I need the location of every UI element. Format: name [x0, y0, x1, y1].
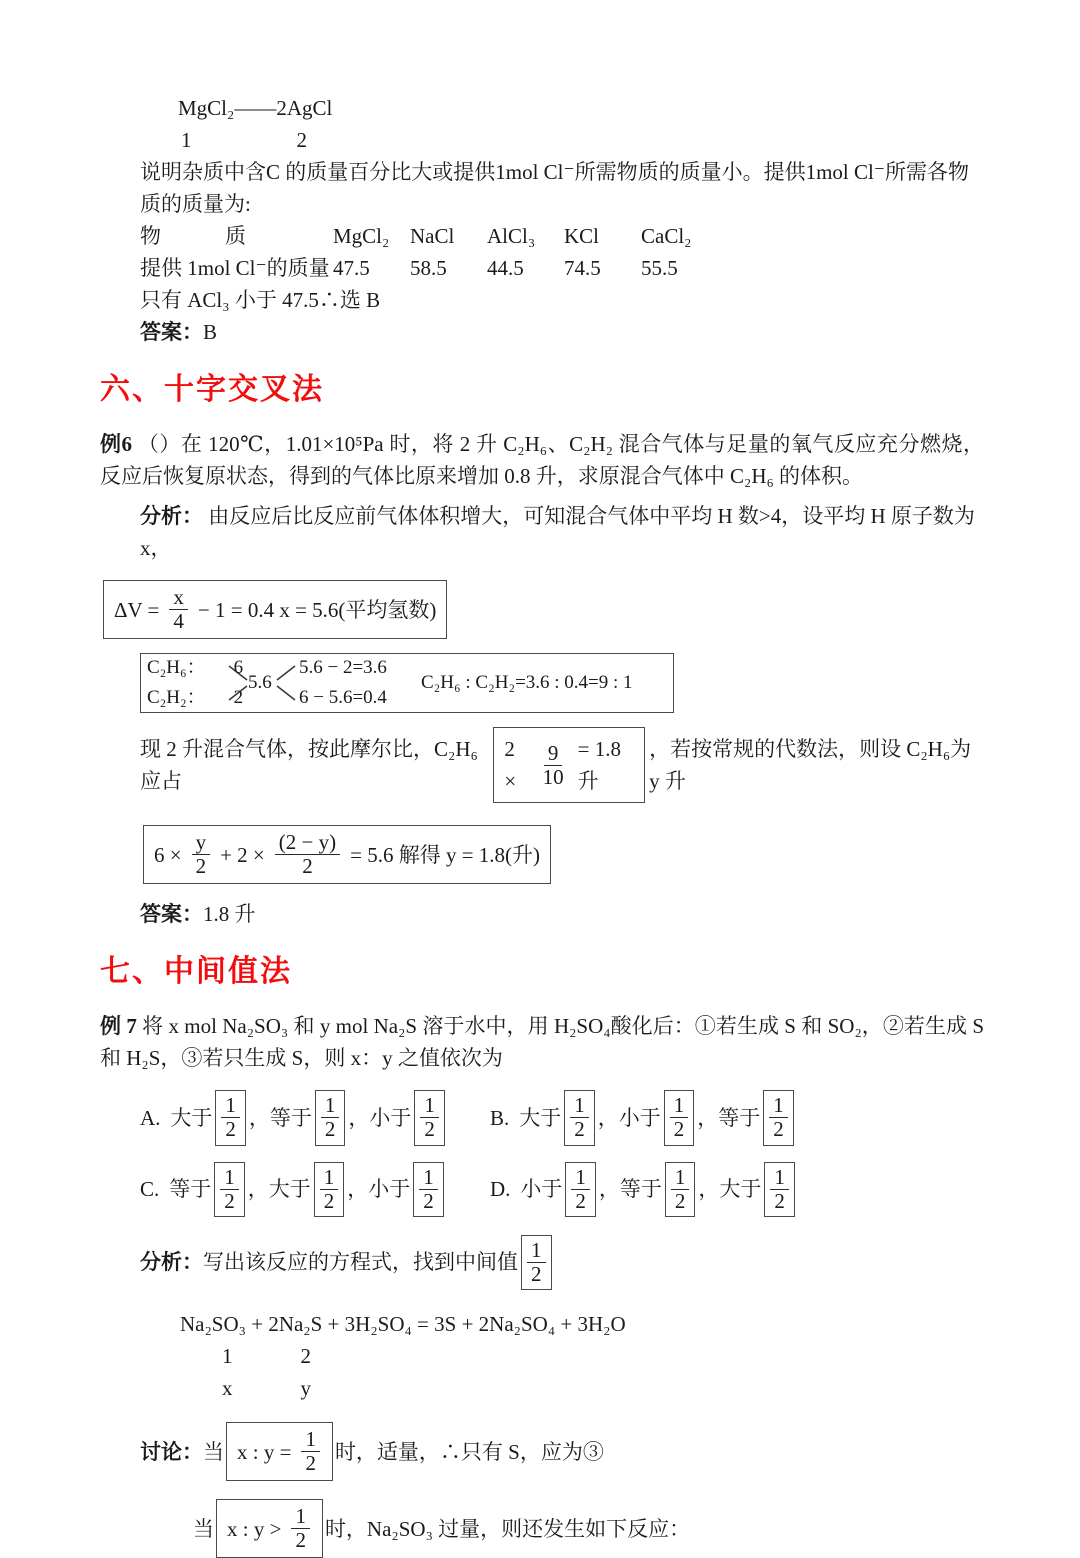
- relation-coef-1: 1: [181, 128, 192, 152]
- option-a-term-1: 大于: [170, 1105, 213, 1130]
- answer-label: 答案：: [140, 320, 203, 344]
- fraction-numerator: y: [192, 831, 211, 855]
- option-c-letter: C.: [140, 1177, 160, 1202]
- example-6-label: 例6: [100, 432, 133, 456]
- example-6-text: （）在 120℃，1.01×10⁵Pa 时，将 2 升 C₂H₆、C₂H₂ 混合气体与足量的氧气反应充分燃烧，反应后恢复原状态，得到的气体比原来增加 0.8 升，求原混合气体中 C₂H₆ 的体积。: [100, 432, 985, 488]
- cross-ratio-result: C₂H₆ : C₂H₂=3.6 : 0.4=9 : 1: [421, 672, 633, 694]
- option-a-term-3: ，小于: [348, 1105, 412, 1130]
- fraction-numerator: 1: [420, 1094, 439, 1118]
- reaction-equation-block: [180, 1308, 984, 1404]
- fraction-denominator: 2: [774, 1188, 785, 1213]
- analysis-7-text: 写出该反应的方程式，找到中间值: [203, 1250, 518, 1275]
- fraction-numerator: 1: [320, 1166, 339, 1190]
- fraction-numerator: 1: [419, 1166, 438, 1190]
- fraction-denominator: 2: [674, 1188, 686, 1213]
- equation-seg-2: + 2 ×: [220, 842, 265, 867]
- half-fraction-box: [414, 1090, 445, 1145]
- fraction-numerator: 1: [321, 1094, 340, 1118]
- fraction-numerator: 1: [570, 1094, 589, 1118]
- example-7-label: 例 7: [100, 1014, 137, 1039]
- answer-value: B: [203, 320, 218, 344]
- half-fraction-box: [215, 1090, 246, 1145]
- discussion-line-2: [193, 1499, 984, 1558]
- fraction-denominator: 2: [224, 1188, 235, 1213]
- half-fraction-box: [521, 1235, 552, 1290]
- var-x: x: [222, 1375, 233, 1400]
- option-d-term-3: ，大于: [698, 1177, 762, 1202]
- ratio-equals-half-box: [226, 1422, 333, 1481]
- discussion-line-1: [140, 1422, 984, 1481]
- case2-post: 时，Na₂SO₃ 过量，则还发生如下反应：: [324, 1516, 691, 1541]
- option-c-term-1: 等于: [169, 1177, 212, 1202]
- example-7-text: 将 x mol Na₂SO₃ 和 y mol Na₂S 溶于水中，用 H₂SO₄酸化后：①若生成 S 和 SO₂，②若生成 S 和 H₂S，③若只生成 S，则 x：y 之值依次为: [100, 1014, 984, 1071]
- conclusion-line: 只有 ACl₃ 小于 47.5∴选 B: [140, 288, 381, 312]
- option-d-term-1: 小于: [520, 1177, 563, 1202]
- substance-col-3: AlCl₃: [487, 224, 536, 248]
- fraction-numerator: 1: [769, 1094, 788, 1118]
- ratio-expression: x : y >: [227, 1516, 282, 1541]
- half-fraction: [670, 1094, 689, 1141]
- section-heading-7: 七、中间值法: [100, 955, 292, 989]
- ratio-expression: x : y =: [237, 1439, 292, 1464]
- analysis-6-paragraph: [140, 500, 984, 564]
- mole-ratio-pre: 现 2 升混合气体，按此摩尔比，C₂H₆应占: [140, 737, 478, 794]
- fraction-numerator: 1: [301, 1428, 320, 1452]
- analysis-6-label: 分析：: [140, 504, 203, 528]
- discussion-pre: 当: [203, 1439, 224, 1464]
- example-7-paragraph: [100, 1010, 984, 1074]
- algebra-equation-block: [143, 825, 984, 884]
- fraction-denominator: 10: [542, 764, 564, 789]
- half-fraction-box: [565, 1162, 596, 1217]
- reaction-equation: Na₂SO₃ + 2Na₂S + 3H₂SO₄ = 3S + 2Na₂SO₄ + 3H₂O: [180, 1311, 626, 1336]
- coef-2: 2: [300, 1343, 311, 1368]
- option-a-term-2: ，等于: [248, 1105, 312, 1130]
- half-fraction-box: [314, 1162, 345, 1217]
- cross-row1-label: C₂H₆：: [147, 657, 206, 679]
- half-fraction: [419, 1166, 438, 1213]
- option-d-letter: D.: [490, 1177, 511, 1202]
- coef-1: 1: [222, 1343, 233, 1368]
- fraction-numerator: 1: [571, 1166, 590, 1190]
- answer-value: 1.8 升: [203, 902, 256, 927]
- half-fraction-box: [564, 1090, 595, 1145]
- fraction-numerator: 1: [221, 1094, 240, 1118]
- half-fraction: [220, 1166, 239, 1213]
- option-c-term-2: ，大于: [247, 1177, 311, 1202]
- option-d: [490, 1162, 798, 1217]
- delta-v-post: − 1 = 0.4 x = 5.6(平均氢数): [197, 597, 437, 622]
- algebra-equation-box: [143, 825, 551, 884]
- cross-row2-label: C₂H₂：: [147, 687, 206, 709]
- fraction-numerator: (2 − y): [275, 831, 340, 855]
- half-fraction-box: [763, 1090, 794, 1145]
- cross-top-result: 5.6 − 2=3.6: [299, 657, 387, 679]
- fraction-numerator: 1: [291, 1505, 310, 1529]
- fraction-denominator: 2: [324, 1117, 336, 1142]
- half-fraction: [769, 1094, 788, 1141]
- answer-line-6: [140, 898, 984, 930]
- half-fraction: [221, 1094, 240, 1141]
- var-y: y: [300, 1375, 311, 1400]
- fraction-denominator: 2: [323, 1188, 335, 1213]
- substance-col-1: MgCl₂: [333, 224, 390, 248]
- mass-table-value-row: [140, 252, 984, 284]
- substance-header-label-2: 质: [225, 224, 246, 248]
- analysis-7-line: [140, 1235, 984, 1290]
- fraction-denominator: 2: [302, 854, 313, 879]
- mole-ratio-box: [493, 727, 645, 803]
- option-d-term-2: ，等于: [598, 1177, 662, 1202]
- fraction-denominator: 2: [424, 1117, 435, 1142]
- fraction-numerator: 1: [770, 1166, 789, 1190]
- half-fraction: [671, 1166, 690, 1213]
- fraction-denominator: 2: [305, 1451, 316, 1476]
- equation-seg-1: 6 ×: [154, 842, 182, 867]
- mass-value-2: 58.5: [410, 256, 447, 280]
- option-b-term-1: 大于: [519, 1105, 562, 1130]
- option-b-letter: B.: [490, 1105, 510, 1130]
- option-a: [140, 1090, 490, 1145]
- mole-ratio-box-pre: 2 ×: [504, 737, 517, 794]
- fraction-numerator: 1: [671, 1166, 690, 1190]
- fraction-denominator: 2: [773, 1117, 784, 1142]
- fraction-denominator: 2: [295, 1528, 306, 1553]
- fraction-denominator: 4: [173, 609, 184, 634]
- discussion-post: 时，适量，∴只有 S，应为③: [334, 1439, 604, 1464]
- option-b: [490, 1090, 797, 1145]
- options-row-ab: [140, 1090, 984, 1145]
- discussion-label: 讨论：: [140, 1439, 203, 1464]
- analysis-6-text: 由反应后比反应前气体体积增大，可知混合气体中平均 H 数>4，设平均 H 原子数为 x，: [140, 504, 975, 560]
- half-fraction: [420, 1094, 439, 1141]
- example-6-paragraph: [100, 428, 984, 492]
- fraction-denominator: 2: [225, 1117, 236, 1142]
- relation-coefficients: [181, 124, 984, 156]
- option-a-letter: A.: [140, 1105, 161, 1130]
- case2-pre: 当: [193, 1516, 214, 1541]
- mass-value-5: 55.5: [641, 256, 678, 280]
- half-fraction: [527, 1239, 546, 1286]
- fraction-numerator: 9: [544, 742, 563, 766]
- half-fraction: [291, 1505, 310, 1552]
- half-fraction: [321, 1094, 340, 1141]
- delta-v-formula-block: [103, 580, 984, 639]
- option-b-term-2: ，小于: [597, 1105, 661, 1130]
- cross-center-value: 5.6: [248, 672, 272, 694]
- explanation-paragraph: 说明杂质中含C 的质量百分比大或提供1mol Cl⁻所需物质的质量小。提供1mol Cl⁻所需各物质的质量为:: [140, 160, 969, 216]
- cross-row1: [147, 656, 243, 680]
- half-fraction-box: [413, 1162, 444, 1217]
- cross-method-diagram: [140, 653, 674, 713]
- options-row-cd: [140, 1162, 984, 1217]
- half-fraction-box: [764, 1162, 795, 1217]
- half-fraction: [301, 1428, 320, 1475]
- substance-col-2: NaCl: [410, 224, 455, 248]
- relation-line: MgCl₂——2AgCl: [178, 96, 333, 120]
- fraction-denominator: 2: [423, 1188, 434, 1213]
- substance-col-5: CaCl₂: [641, 224, 692, 248]
- analysis-7-label: 分析：: [140, 1250, 203, 1275]
- mole-ratio-line: [140, 727, 984, 803]
- mass-value-3: 44.5: [487, 256, 524, 280]
- section-heading-6: 六、十字交叉法: [100, 373, 324, 406]
- nine-tenths-fraction: [539, 742, 568, 789]
- half-fraction: [320, 1166, 339, 1213]
- mass-value-4: 74.5: [564, 256, 601, 280]
- mass-row-label: 提供 1mol Cl⁻的质量: [140, 256, 330, 280]
- fraction-denominator: 2: [574, 1117, 585, 1142]
- cross-row2-value: 2: [233, 687, 244, 709]
- option-b-term-3: ，等于: [697, 1105, 761, 1130]
- option-c-term-3: ，小于: [347, 1177, 411, 1202]
- half-fraction-box: [214, 1162, 245, 1217]
- ratio-greater-half-box: [216, 1499, 323, 1558]
- y-over-2-fraction: [192, 831, 211, 878]
- equation-seg-3: = 5.6 解得 y = 1.8(升): [350, 842, 541, 867]
- delta-v-pre: ΔV =: [114, 597, 160, 622]
- substance-col-4: KCl: [564, 224, 600, 248]
- fraction-numerator: 1: [527, 1239, 546, 1263]
- two-minus-y-over-2-fraction: [275, 831, 340, 878]
- delta-v-formula-box: [103, 580, 447, 639]
- half-fraction: [571, 1166, 590, 1213]
- cross-bottom-result: 6 − 5.6=0.4: [299, 687, 387, 709]
- mole-ratio-box-post: = 1.8升: [577, 737, 621, 794]
- fraction-denominator: 2: [195, 854, 207, 879]
- fraction-numerator: x: [169, 586, 188, 610]
- mole-ratio-post: ，若按常规的代数法，则设 C₂H₆为 y 升: [649, 737, 972, 794]
- cross-row2: [147, 686, 243, 710]
- answer-line-5: [140, 316, 984, 348]
- equation-variables: [222, 1372, 984, 1404]
- substance-table-header-row: [140, 220, 984, 252]
- cross-row1-value: 6: [233, 657, 244, 679]
- answer-label: 答案：: [140, 902, 203, 927]
- fraction-denominator: 2: [575, 1188, 586, 1213]
- equation-coefficients: [222, 1340, 984, 1372]
- relation-coef-2: 2: [296, 128, 307, 152]
- half-fraction-box: [665, 1162, 696, 1217]
- fraction-numerator: 1: [220, 1166, 239, 1190]
- x-over-4-fraction: [169, 586, 188, 633]
- half-fraction-box: [315, 1090, 346, 1145]
- half-fraction: [570, 1094, 589, 1141]
- half-fraction: [770, 1166, 789, 1213]
- substance-header-label: [140, 220, 333, 252]
- fraction-denominator: 2: [531, 1261, 542, 1286]
- fraction-denominator: 2: [673, 1117, 685, 1142]
- option-c: [140, 1162, 490, 1217]
- mass-value-1: 47.5: [333, 256, 370, 280]
- half-fraction-box: [664, 1090, 695, 1145]
- substance-header-label-1: 物: [140, 224, 161, 248]
- fraction-numerator: 1: [670, 1094, 689, 1118]
